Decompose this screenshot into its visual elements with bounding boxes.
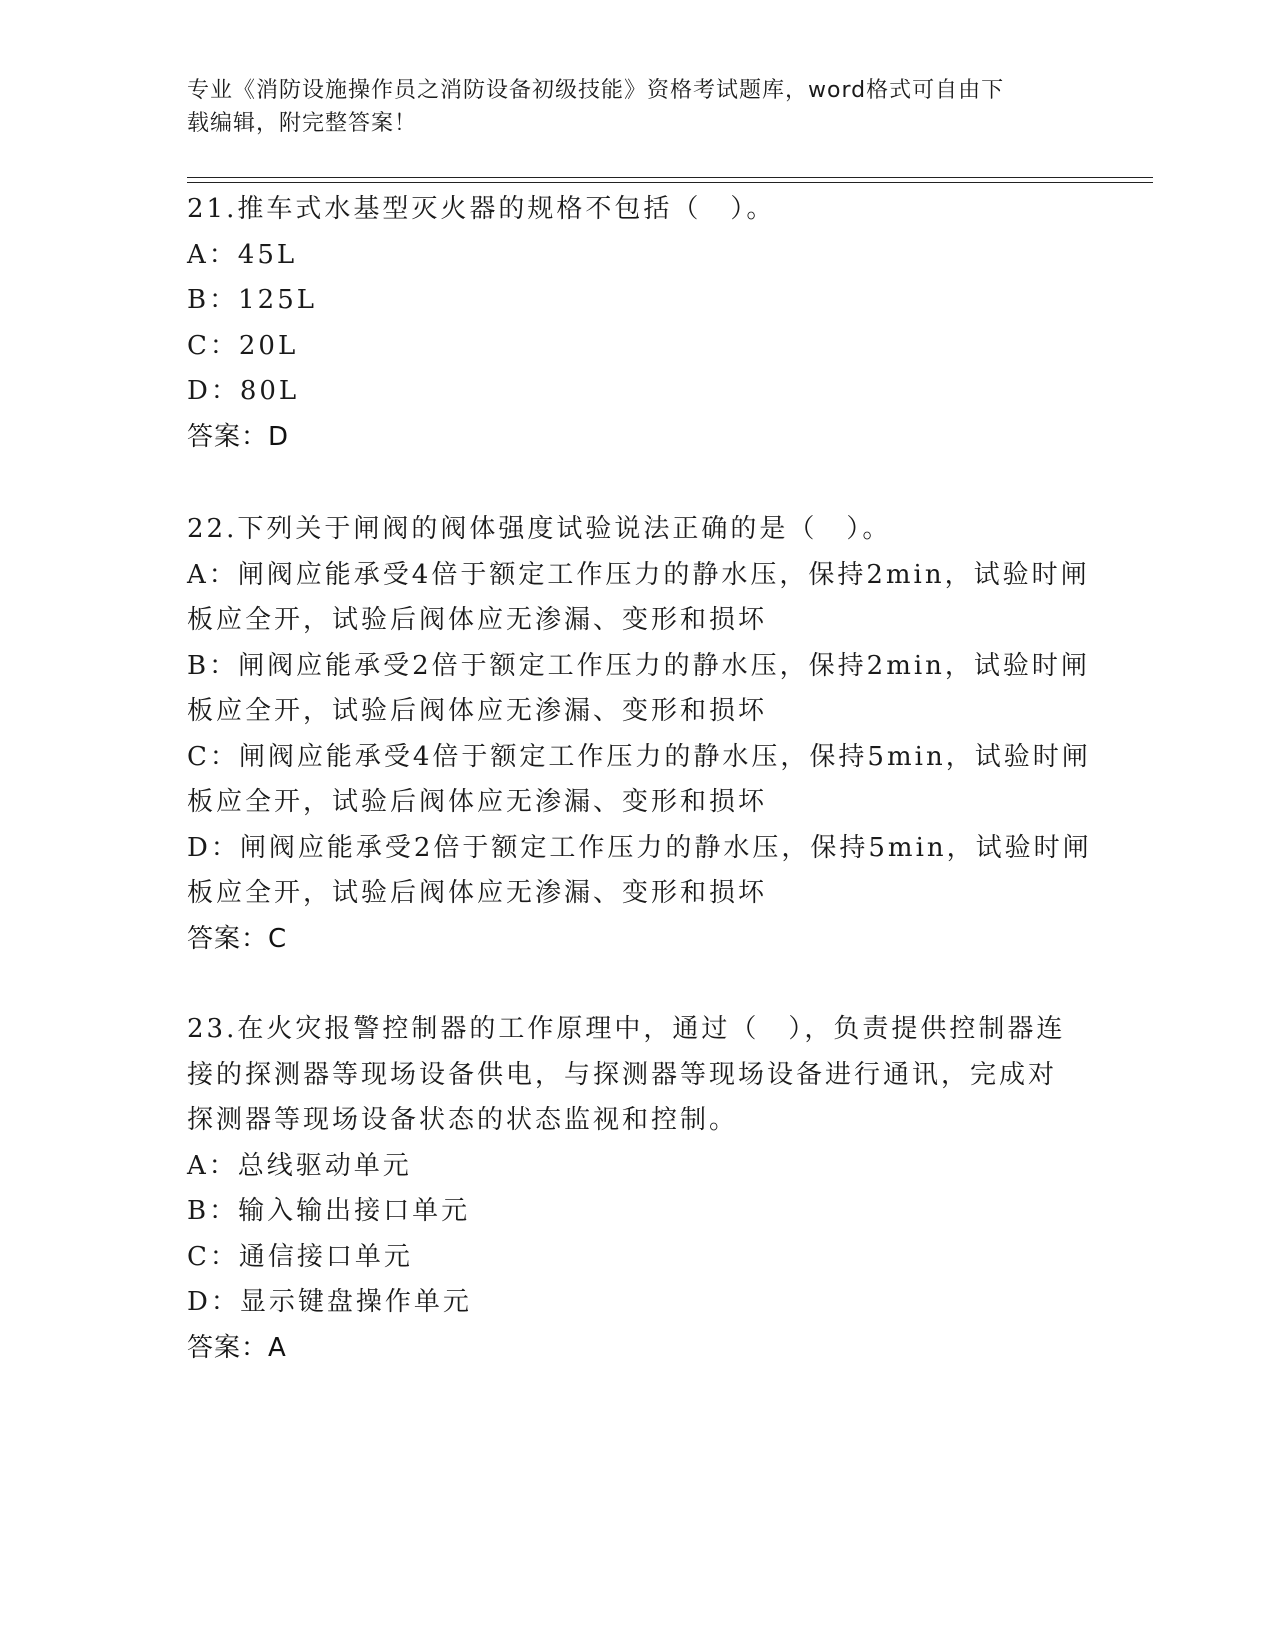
header-divider-bottom [187,182,1153,183]
option-a: A：45L [187,239,298,270]
option-a: A：总线驱动单元 [187,1150,412,1181]
option-b: B：闸阀应能承受2倍于额定工作压力的静水压，保持2min，试验时闸 [187,650,1090,681]
option-d-continued: 板应全开，试验后阀体应无渗漏、变形和损坏 [187,878,768,908]
question-stem: 22.下列关于闸阀的阀体强度试验说法正确的是（ ）。 [187,514,892,544]
option-a: A：闸阀应能承受4倍于额定工作压力的静水压，保持2min，试验时闸 [187,559,1090,590]
question-stem: 23.在火灾报警控制器的工作原理中，通过（ ），负责提供控制器连 [187,1014,1066,1044]
question-21 [187,187,1087,460]
answer-line: 答案：D [187,421,290,452]
document-header [187,74,1067,140]
answer-line: 答案：A [187,1332,287,1363]
question-stem: 21.推车式水基型灭火器的规格不包括（ ）。 [187,194,776,224]
question-stem-continued: 接的探测器等现场设备供电，与探测器等现场设备进行通讯，完成对 [187,1059,1058,1090]
option-d: D：闸阀应能承受2倍于额定工作压力的静水压，保持5min，试验时闸 [187,832,1092,863]
option-b: B：输入输出接口单元 [187,1196,471,1226]
header-line-1: 专业《消防设施操作员之消防设备初级技能》资格考试题库，word格式可自由下 [187,78,1005,103]
option-c: C：闸阀应能承受4倍于额定工作压力的静水压，保持5min，试验时闸 [187,741,1091,772]
answer-line: 答案：C [187,923,288,954]
option-c-continued: 板应全开，试验后阀体应无渗漏、变形和损坏 [187,787,768,817]
header-divider-top [187,177,1153,178]
option-d: D：80L [187,376,300,406]
header-line-2: 载编辑，附完整答案！ [187,111,418,136]
option-d: D：显示键盘操作单元 [187,1287,472,1317]
question-23 [187,1007,1087,1371]
question-stem-continued: 探测器等现场设备状态的状态监视和控制。 [187,1105,739,1135]
option-c: C：通信接口单元 [187,1241,413,1272]
question-22 [187,507,1092,962]
option-a-continued: 板应全开，试验后阀体应无渗漏、变形和损坏 [187,605,768,635]
option-c: C：20L [187,330,299,361]
option-b: B：125L [187,285,317,315]
option-b-continued: 板应全开，试验后阀体应无渗漏、变形和损坏 [187,696,768,726]
